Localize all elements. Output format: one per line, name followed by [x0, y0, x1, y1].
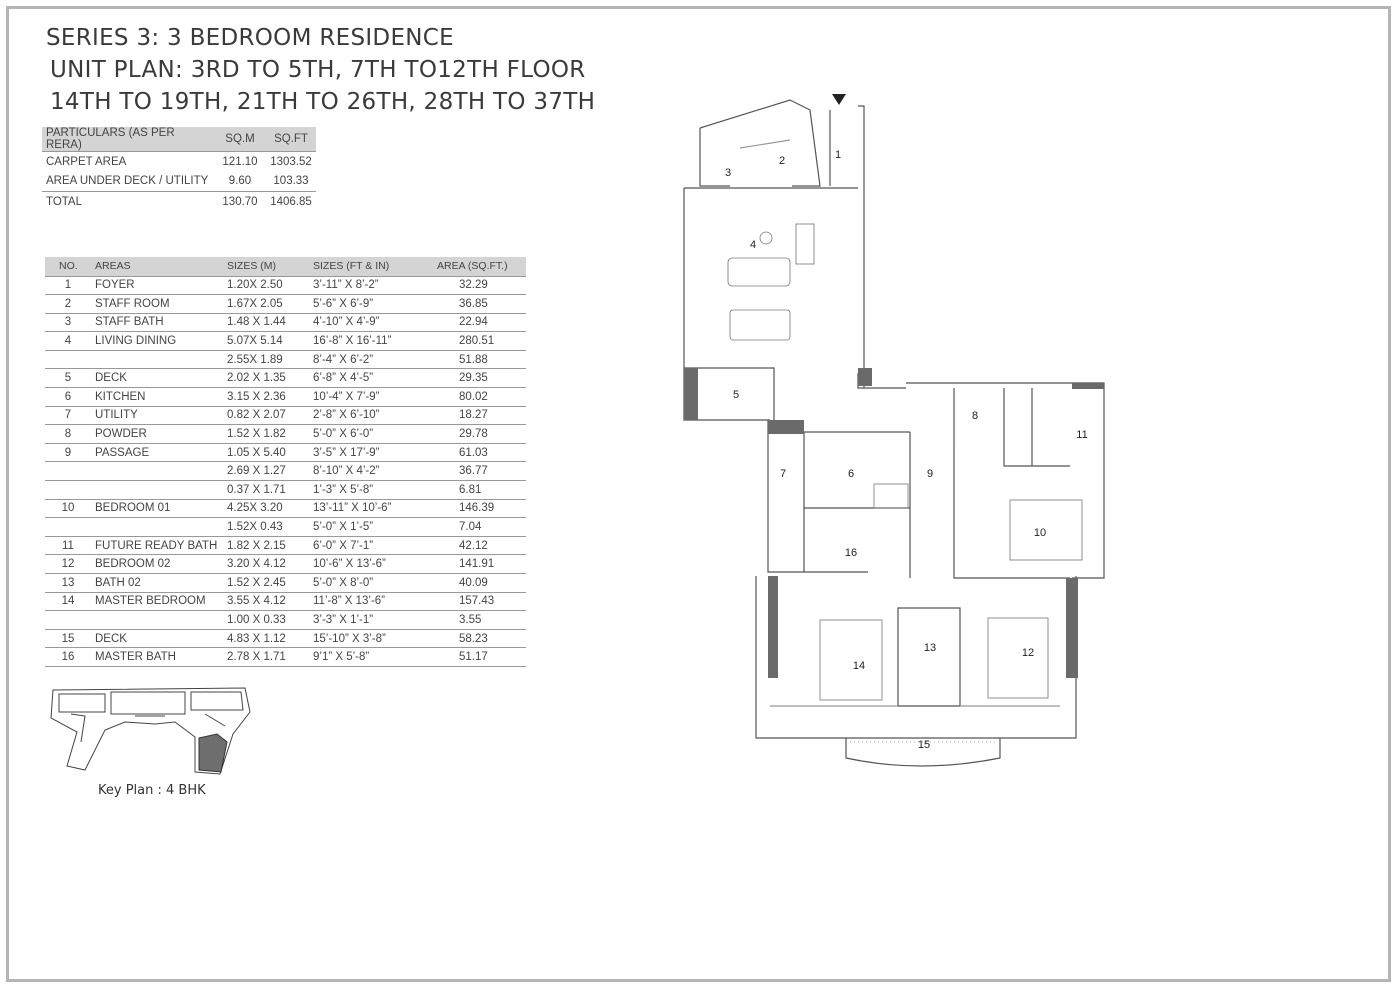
areas-table-cell: FOYER	[91, 276, 223, 295]
areas-table-cell: 10’-6” X 13’-6”	[309, 555, 433, 574]
areas-table-cell: 11’-8” X 13’-6”	[309, 592, 433, 611]
areas-table-cell: BEDROOM 01	[91, 499, 223, 518]
areas-table-cell: 1.82 X 2.15	[223, 536, 309, 555]
areas-table-row	[45, 425, 526, 444]
areas-table-cell	[91, 518, 223, 537]
areas-table-cell: 1.05 X 5.40	[223, 443, 309, 462]
floor-plan-walls	[684, 100, 1104, 738]
areas-table-cell: 40.09	[433, 574, 526, 593]
areas-table-row	[45, 313, 526, 332]
areas-table-cell: 2’-8” X 6’-10”	[309, 406, 433, 425]
room-number-label: 6	[847, 468, 855, 480]
title-block	[46, 22, 595, 118]
room-number-label: 12	[1021, 647, 1035, 659]
furniture	[728, 224, 1082, 700]
areas-table-cell: 6	[45, 388, 91, 407]
areas-table-cell: STAFF ROOM	[91, 295, 223, 314]
entry-arrow-icon	[832, 94, 846, 105]
areas-table-cell: 1.00 X 0.33	[223, 611, 309, 630]
room-number-label: 7	[779, 468, 787, 480]
areas-table-cell: 4.83 X 1.12	[223, 629, 309, 648]
areas-table-row	[45, 443, 526, 462]
areas-table-cell: 7	[45, 406, 91, 425]
bookshelf-icon	[796, 224, 814, 264]
areas-table-cell: 1.20X 2.50	[223, 276, 309, 295]
areas-table-cell: 5.07X 5.14	[223, 332, 309, 351]
areas-table-cell	[91, 481, 223, 500]
areas-table-row	[45, 276, 526, 295]
areas-table-row	[45, 350, 526, 369]
areas-table-cell: 13’-11” X 10’-6”	[309, 499, 433, 518]
areas-table-cell: 42.12	[433, 536, 526, 555]
areas-table-cell: 10’-4” X 7’-9”	[309, 388, 433, 407]
rera-cell: 9.60	[214, 172, 266, 192]
room-number-label: 5	[732, 389, 740, 401]
areas-table-cell: 22.94	[433, 313, 526, 332]
key-plan-diagram	[45, 682, 255, 777]
areas-table-cell: 146.39	[433, 499, 526, 518]
areas-table-cell: 280.51	[433, 332, 526, 351]
areas-table-row	[45, 462, 526, 481]
areas-table-cell: 5’-6” X 6’-9”	[309, 295, 433, 314]
room-number-label: 2	[778, 155, 786, 167]
areas-table-cell: POWDER	[91, 425, 223, 444]
areas-table-body	[45, 276, 526, 666]
areas-table-cell: 8’-4” X 6’-2”	[309, 350, 433, 369]
areas-table-cell	[45, 462, 91, 481]
areas-table-cell: 4.25X 3.20	[223, 499, 309, 518]
areas-table-cell: MASTER BATH	[91, 648, 223, 667]
areas-table-cell	[45, 350, 91, 369]
series-title: SERIES 3: 3 BEDROOM RESIDENCE	[46, 25, 454, 51]
areas-header-row	[45, 257, 526, 276]
areas-table-cell: FUTURE READY BATH	[91, 536, 223, 555]
rera-cell: CARPET AREA	[46, 155, 127, 168]
areas-table-cell: DECK	[91, 369, 223, 388]
areas-table-cell: 18.27	[433, 406, 526, 425]
structural-columns	[684, 368, 1104, 678]
areas-table-cell	[45, 518, 91, 537]
room-number-label: 3	[724, 167, 732, 179]
areas-table-cell: 58.23	[433, 629, 526, 648]
room-number-label: 1	[834, 149, 842, 161]
room-number-label: 8	[971, 410, 979, 422]
areas-table-cell: BEDROOM 02	[91, 555, 223, 574]
room-number-label: 14	[852, 660, 866, 672]
areas-table-cell: 3’-5” X 17’-9”	[309, 443, 433, 462]
areas-table-cell: 3.55	[433, 611, 526, 630]
areas-table-row	[45, 332, 526, 351]
areas-table-cell: 12	[45, 555, 91, 574]
counter-icon	[874, 484, 908, 508]
areas-header-area-sqft: AREA (SQ.FT.)	[433, 257, 526, 276]
areas-table-cell: 7.04	[433, 518, 526, 537]
areas-table-cell: 1.48 X 1.44	[223, 313, 309, 332]
room-number-label: 15	[917, 739, 931, 751]
areas-table-cell: 1.52 X 2.45	[223, 574, 309, 593]
areas-table-cell: LIVING DINING	[91, 332, 223, 351]
areas-table-cell	[91, 611, 223, 630]
areas-table-cell	[91, 350, 223, 369]
areas-table-cell: 36.77	[433, 462, 526, 481]
areas-table-cell: 14	[45, 592, 91, 611]
floors-title: 14TH TO 19TH, 21TH TO 26TH, 28TH TO 37TH	[50, 89, 596, 115]
areas-table-row	[45, 611, 526, 630]
rera-header-sqm: SQ.M	[214, 127, 266, 152]
areas-table-cell: 141.91	[433, 555, 526, 574]
areas-table-cell: 5’-0” X 1’-5”	[309, 518, 433, 537]
areas-table-cell: STAFF BATH	[91, 313, 223, 332]
areas-table-row	[45, 369, 526, 388]
areas-table-cell: 29.35	[433, 369, 526, 388]
areas-table-cell	[45, 481, 91, 500]
room-number-label: 10	[1033, 527, 1047, 539]
areas-table-cell: 6’-0” X 7’-1”	[309, 536, 433, 555]
areas-table-cell: 2.69 X 1.27	[223, 462, 309, 481]
areas-table-cell: UTILITY	[91, 406, 223, 425]
rera-area-table	[42, 127, 316, 212]
areas-table-cell: 36.85	[433, 295, 526, 314]
areas-table-cell: 11	[45, 536, 91, 555]
areas-table-row	[45, 406, 526, 425]
areas-table-cell: 3.20 X 4.12	[223, 555, 309, 574]
areas-header-areas: AREAS	[91, 257, 223, 276]
areas-table-cell: 9’1” X 5’-8”	[309, 648, 433, 667]
rera-row	[42, 192, 316, 212]
areas-table-cell: 0.37 X 1.71	[223, 481, 309, 500]
areas-table-cell: MASTER BEDROOM	[91, 592, 223, 611]
areas-table-cell: 16	[45, 648, 91, 667]
areas-table-cell: 5’-0” X 6’-0”	[309, 425, 433, 444]
areas-table-row	[45, 536, 526, 555]
room-number-label: 9	[926, 468, 934, 480]
areas-table-row	[45, 555, 526, 574]
rera-header-sqft: SQ.FT	[266, 127, 316, 152]
areas-table-row	[45, 574, 526, 593]
areas-table-cell: 29.78	[433, 425, 526, 444]
areas-header-sizes-ft: SIZES (FT & IN)	[309, 257, 433, 276]
areas-table-cell: 32.29	[433, 276, 526, 295]
areas-table-row	[45, 592, 526, 611]
areas-table-cell	[91, 462, 223, 481]
areas-table-cell: 3	[45, 313, 91, 332]
areas-table-cell: 0.82 X 2.07	[223, 406, 309, 425]
areas-table-cell: 1.52 X 1.82	[223, 425, 309, 444]
rera-row	[42, 172, 316, 192]
areas-header-no: NO.	[45, 257, 91, 276]
bed-icon	[988, 618, 1048, 698]
areas-table-cell: 6’-8” X 4’-5”	[309, 369, 433, 388]
areas-table-cell: 4’-10” X 4’-9”	[309, 313, 433, 332]
rera-row	[42, 152, 316, 172]
areas-table-cell: 15’-10” X 3’-8”	[309, 629, 433, 648]
areas-table-cell: 2.02 X 1.35	[223, 369, 309, 388]
key-plan-label: Key Plan : 4 BHK	[98, 783, 206, 798]
rera-cell: 1406.85	[270, 195, 312, 208]
areas-table-cell: BATH 02	[91, 574, 223, 593]
room-number-label: 11	[1076, 429, 1088, 441]
areas-table-cell: 61.03	[433, 443, 526, 462]
areas-table-cell: DECK	[91, 629, 223, 648]
areas-table-cell: 3.15 X 2.36	[223, 388, 309, 407]
areas-table-cell: 1.67X 2.05	[223, 295, 309, 314]
areas-table-cell: 2.78 X 1.71	[223, 648, 309, 667]
unit-plan-title: UNIT PLAN: 3RD TO 5TH, 7TH TO12TH FLOOR	[50, 57, 586, 83]
areas-table-cell: 13	[45, 574, 91, 593]
areas-table-cell: 1	[45, 276, 91, 295]
room-areas-table	[45, 257, 526, 667]
rera-cell: 121.10	[222, 155, 258, 168]
areas-header-sizes-m: SIZES (M)	[223, 257, 309, 276]
rera-header-row	[42, 127, 316, 152]
areas-table-cell: 80.02	[433, 388, 526, 407]
areas-table-cell: KITCHEN	[91, 388, 223, 407]
rera-cell: 130.70	[222, 195, 258, 208]
rera-header-particulars: PARTICULARS (AS PER RERA)	[42, 127, 214, 152]
areas-table-row	[45, 388, 526, 407]
room-number-labels	[725, 149, 1088, 751]
areas-table-cell: 8	[45, 425, 91, 444]
areas-table-cell: 8’-10” X 4’-2”	[309, 462, 433, 481]
areas-table-cell: 2	[45, 295, 91, 314]
areas-table-cell: 9	[45, 443, 91, 462]
rera-cell: 103.33	[266, 172, 316, 192]
areas-table-cell: 6.81	[433, 481, 526, 500]
areas-table-cell: 2.55X 1.89	[223, 350, 309, 369]
rera-cell: 1303.52	[270, 155, 312, 168]
areas-table-row	[45, 629, 526, 648]
rera-cell: TOTAL	[46, 195, 82, 208]
areas-table-cell	[45, 611, 91, 630]
areas-table-cell: 157.43	[433, 592, 526, 611]
areas-table-cell: 1’-3” X 5’-8”	[309, 481, 433, 500]
side-table-icon	[760, 232, 772, 244]
areas-table-row	[45, 295, 526, 314]
areas-table-row	[45, 481, 526, 500]
areas-table-cell: 16’-8” X 16’-11”	[309, 332, 433, 351]
areas-table-cell: 4	[45, 332, 91, 351]
bed-icon	[820, 620, 882, 700]
sofa-icon	[728, 258, 790, 286]
areas-table-cell: 10	[45, 499, 91, 518]
areas-table-cell: 3’-3” X 1’-1”	[309, 611, 433, 630]
unit-floor-plan	[670, 88, 1130, 778]
areas-table-cell: PASSAGE	[91, 443, 223, 462]
areas-table-cell: 51.17	[433, 648, 526, 667]
areas-table-cell: 3.55 X 4.12	[223, 592, 309, 611]
room-number-label: 16	[844, 547, 858, 559]
areas-table-cell: 51.88	[433, 350, 526, 369]
areas-table-cell: 5	[45, 369, 91, 388]
areas-table-cell: 3’-11” X 8’-2”	[309, 276, 433, 295]
areas-table-cell: 1.52X 0.43	[223, 518, 309, 537]
areas-table-row	[45, 499, 526, 518]
areas-table-row	[45, 518, 526, 537]
areas-table-cell: 5’-0” X 8’-0”	[309, 574, 433, 593]
room-number-label: 13	[923, 642, 937, 654]
areas-table-row	[45, 648, 526, 667]
rera-cell: AREA UNDER DECK / UTILITY	[42, 172, 214, 192]
room-number-label: 4	[749, 239, 757, 251]
dining-table-icon	[730, 310, 790, 340]
areas-table-cell: 15	[45, 629, 91, 648]
